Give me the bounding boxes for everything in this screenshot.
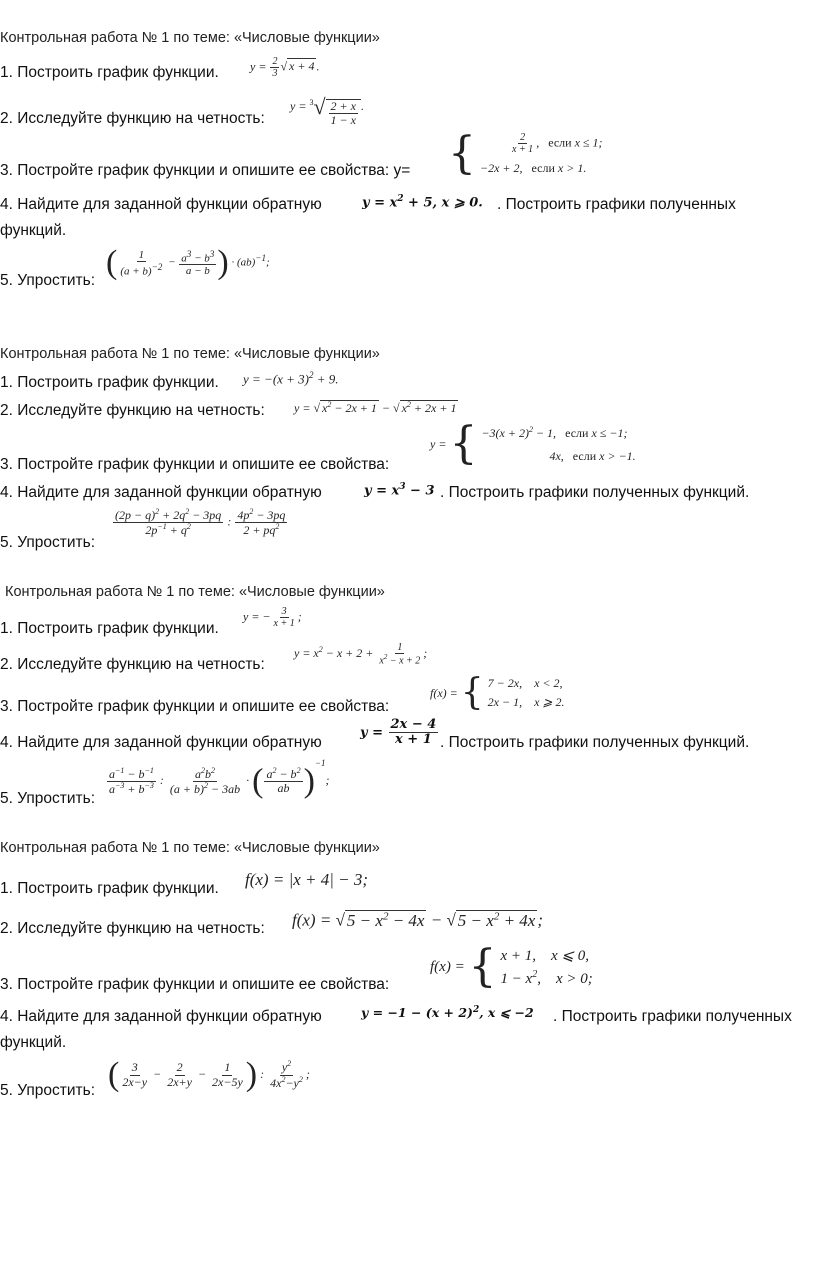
variant-4-formula-1: f(x) = |x + 4| − 3;: [245, 870, 369, 889]
variant-4-task-3: 3. Постройте график функции и опишите ее свойства:: [0, 976, 390, 993]
variant-3-formula-2: $y = x^2 - x + 2$ + $\frac{1}{x^2 - x + 2}$ ;: [294, 642, 428, 667]
variant-1-formula-5: ( $\frac{1}{(a + b)^{-2}}$ − $\frac{a^3 - b^3}{a - b}$ ) · (ab)$^{-1}$;: [106, 244, 270, 281]
variant-1-task-4-cont: функций.: [0, 222, 67, 239]
variant-3-task-4: 4. Найдите для заданной функции обратную: [0, 734, 322, 751]
variant-3-formula-3: f(x) = { 7 − 2x, x < 2, 2x − 1, x ⩾ 2.: [430, 672, 565, 713]
variant-3-task-1: 1. Построить график функции.: [0, 620, 219, 637]
variant-3-title: Контрольная работа № 1 по теме: «Числовые функции»: [5, 584, 385, 600]
variant-4-formula-3: f(x) = { x + 1, x ⩽ 0, $1 - x^2$, x > 0;: [430, 941, 593, 992]
variant-1-formula-1: y = $\frac{2}{3}$ √ x + 4 .: [250, 56, 320, 79]
variant-2-task-4: 4. Найдите для заданной функции обратную: [0, 484, 322, 501]
variant-1-task-3: 3. Постройте график функции и опишите ее свойства: у=: [0, 162, 411, 179]
variant-4-formula-4: $y = -1 - (x + 2)^2$, x ⩽ −2: [361, 1005, 534, 1021]
variant-2-title: Контрольная работа № 1 по теме: «Числовые функции»: [0, 346, 380, 362]
variant-1-formula-4: $y = x^2 + 5$, x ⩾ 0.: [362, 194, 483, 211]
variant-2-task-4-suffix: . Построить графики полученных функций.: [440, 484, 750, 501]
variant-4-task-5: 5. Упростить:: [0, 1082, 96, 1099]
variant-1-title: Контрольная работа № 1 по теме: «Числовые функции»: [0, 30, 380, 46]
variant-3-task-5: 5. Упростить:: [0, 790, 96, 807]
variant-4-task-2: 2. Исследуйте функцию на четность:: [0, 920, 265, 937]
variant-2-formula-1: $y = -(x + 3)^2 + 9$.: [243, 370, 339, 387]
variant-3-task-2: 2. Исследуйте функцию на четность:: [0, 656, 265, 673]
variant-2-task-1: 1. Построить график функции.: [0, 374, 219, 391]
variant-2-formula-2: y = √ $x^2 - 2x + 1$ − √ $x^2 + 2x + 1$: [294, 400, 457, 415]
variant-1-formula-2: y = $^3$√ $\frac{2 + x}{1 - x}$ .: [290, 94, 364, 127]
variant-2-task-2: 2. Исследуйте функцию на четность:: [0, 402, 265, 419]
variant-4-task-1: 1. Построить график функции.: [0, 880, 219, 897]
variant-4-formula-2: f(x) = √ $5 - x^2 - 4x$ − √ $5 - x^2 + 4x$ ;: [292, 910, 544, 930]
variant-2-formula-5: $\frac{(2p - q)^2 + 2q^2 - 3pq}{2p^{-1} + q^2}$ : $\frac{4p^2 - 3pq}{2 + pq^2}$: [115, 507, 286, 538]
variant-1-formula-3: { $\frac{2}{x + 1}$ , если x ≤ 1; −2x + 2, если x > 1.: [448, 128, 603, 179]
variant-1-task-2: 2. Исследуйте функцию на четность:: [0, 110, 265, 127]
variant-2-task-5: 5. Упростить:: [0, 534, 96, 551]
variant-1-task-1: 1. Построить график функции.: [0, 64, 219, 81]
variant-4-task-4-suffix: . Построить графики полученных: [553, 1008, 792, 1025]
variant-4-task-4-cont: функций.: [0, 1034, 67, 1051]
variant-4-title: Контрольная работа № 1 по теме: «Числовые функции»: [0, 840, 380, 856]
variant-3-formula-5: $\frac{a^{-1} - b^{-1}}{a^{-3} + b^{-3}}$ : $\frac{a^2b^2}{(a + b)^2 - 3ab}$ · ( $\frac{a^2 - b^2}{ab}$ )$^{-1}$;: [109, 758, 330, 800]
variant-4-formula-5: ( $\frac{3}{2x-y}$ − $\frac{2}{2x+y}$ − $\frac{1}{2x-5y}$ ) : $\frac{y^2}{4x^2-y^2}$ ;: [108, 1056, 310, 1093]
variant-1-task-4: 4. Найдите для заданной функции обратную: [0, 196, 322, 213]
variant-2-formula-3: y = { $-3(x + 2)^2 - 1$, если x ≤ −1; 4x, если x > −1.: [430, 418, 636, 469]
variant-1-task-4-suffix: . Построить графики полученных: [497, 196, 736, 213]
variant-4-task-4: 4. Найдите для заданной функции обратную: [0, 1008, 322, 1025]
variant-3-formula-4: y = $\frac{2x - 4}{x + 1}$: [360, 717, 437, 748]
variant-3-formula-1: y = − $\frac{3}{x + 1}$ ;: [243, 606, 302, 629]
variant-1-task-5: 5. Упростить:: [0, 272, 96, 289]
variant-2-formula-4: $y = x^3 - 3$: [364, 482, 435, 499]
variant-2-task-3: 3. Постройте график функции и опишите ее свойства:: [0, 456, 390, 473]
variant-3-task-4-suffix: . Построить графики полученных функций.: [440, 734, 750, 751]
variant-3-task-3: 3. Постройте график функции и опишите ее свойства:: [0, 698, 390, 715]
